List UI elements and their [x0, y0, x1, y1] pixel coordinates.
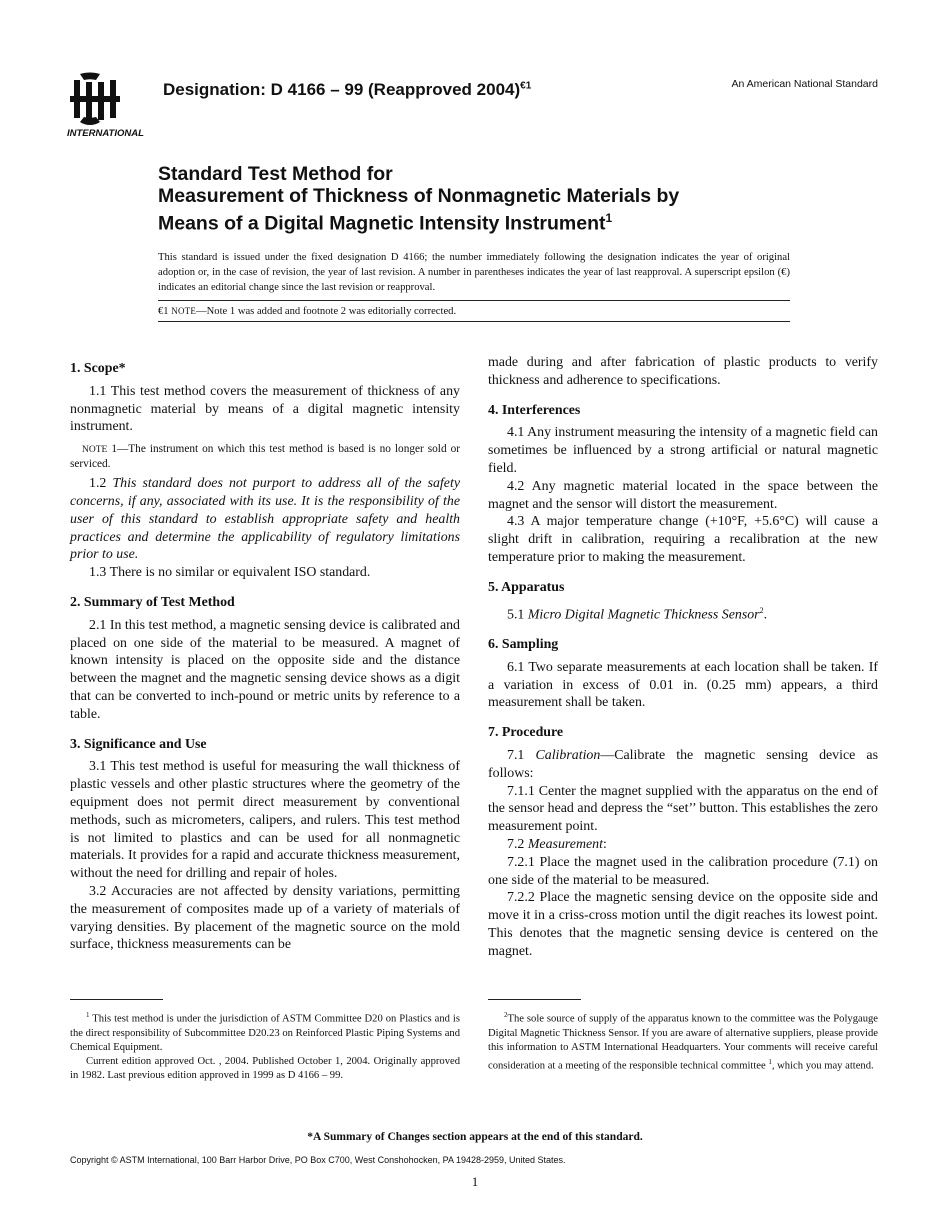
footnote-divider [488, 999, 581, 1000]
paragraph: 1.2 This standard does not purport to address all of the safety concerns, if any, associated with its use. It is the responsibility of the user of this standard to establish appropriate safety and health practices and determine the applicability of regulatory limitations prior to use. [70, 476, 460, 563]
paragraph: 7.1.1 Center the magnet supplied with the apparatus on the end of the sensor head and depress the “set’’ button. This establishes the zero measurement point. [488, 783, 878, 835]
astm-logo [66, 70, 152, 140]
title-line-1: Standard Test Method for [158, 163, 393, 185]
divider [158, 300, 790, 301]
designation-text: Designation: D 4166 – 99 (Reapproved 2004) [163, 80, 521, 99]
note-1: NOTE 1—The instrument on which this test method is based is no longer sold or serviced. [70, 443, 460, 471]
paragraph: 4.3 A major temperature change (+10°F, +5.6°C) will cause a slight drift in calibration, requiring a recalibration at the new temperature prior to making the measurement. [488, 514, 878, 565]
paragraph: 4.1 Any instrument measuring the intensity of a magnetic field can sometimes be influenced by a strong artificial or natural magnetic field. [488, 425, 878, 476]
summary-of-changes-note: *A Summary of Changes section appears at the end of this standard. [307, 1131, 643, 1143]
footnote-2: $^2$The sole source of supply of the apparatus known to the committee was the Polygauge Digital Magnetic Thickness Sensor. If you are aware of alternative suppliers, please provide this information to ASTM International Headquarters. Your comments will receive careful consideration at a meeting of the responsible technical committee $^1$, which you may attend. [488, 1011, 878, 1072]
paragraph: 3.2 Accuracies are not affected by density variations, permitting the measurement of composites made up of a variety of materials of varying densities. By placement of the magnetic source on the mold surface, thickness measurements can be [70, 883, 460, 953]
paragraph: 7.2.1 Place the magnet used in the calibration procedure (7.1) on one side of the material to be measured. [488, 854, 878, 888]
section-heading: 5. Apparatus [488, 579, 565, 595]
footnote-edition: Current edition approved Oct. , 2004. Published October 1, 2004. Originally approved in 1982. Last previous edition approved in 1999 as D 4166 – 99. [70, 1055, 460, 1081]
logo-text: INTERNATIONAL [67, 128, 144, 139]
designation-epsilon: €1 [520, 80, 532, 92]
paragraph: 7.2.2 Place the magnetic sensing device on the opposite side and move it in a criss-cross motion until the digit reaches its lowest point. This denotes that the magnetic sensing device is centered on the magnet. [488, 890, 878, 959]
paragraph: 3.1 This test method is useful for measuring the wall thickness of plastic vessels and other plastic structures where the geometry of the equipment does not permit direct measurement by conventional methods, such as micrometers, calipers, and rulers. This test method is not limited to plastics and can be used for all nonmagnetic materials. It provides for a rapid and accurate thickness measurement, without the need for drilling and repair of holes. [70, 759, 460, 882]
paragraph: made during and after fabrication of plastic products to verify thickness and adherence to specifications. [488, 355, 878, 388]
page-number: 1 [471, 1174, 479, 1189]
section-heading: 1. Scope* [70, 361, 126, 376]
paragraph: 5.1 Micro Digital Magnetic Thickness Sensor$^2$. [507, 605, 768, 623]
section-heading: 3. Significance and Use [70, 736, 207, 752]
section-heading: 2. Summary of Test Method [70, 594, 235, 610]
national-standard-label: An American National Standard [731, 78, 878, 90]
title-line-3: Means of a Digital Magnetic Intensity Instrument$^1$ [158, 211, 613, 235]
section-heading: 6. Sampling [488, 636, 559, 652]
paragraph: 1.1 This test method covers the measurement of thickness of any nonmagnetic material by means of a digital magnetic intensity instrument. [70, 383, 460, 435]
footnote-divider [70, 999, 163, 1000]
section-heading: 4. Interferences [488, 402, 581, 418]
right-column [488, 354, 878, 961]
title-line-2: Measurement of Thickness of Nonmagnetic Materials by [158, 185, 680, 207]
left-column [70, 354, 460, 954]
title-footnote-ref: 1 [605, 211, 613, 225]
paragraph: 7.1 Calibration—Calibrate the magnetic sensing device as follows: [488, 747, 878, 781]
divider [158, 321, 790, 322]
document-title [158, 163, 858, 235]
paragraph: 2.1 In this test method, a magnetic sensing device is calibrated and placed on one side of the material to be measured. A magnet of known intensity is placed on the opposite side and the distance between the magnet and the magnetic sensing device shows as a digit that can be converted to inch-pound or metric units by reference to a table. [70, 617, 460, 722]
footnote-1: $^1$ This test method is under the jurisdiction of ASTM Committee D20 on Plastics and is the direct responsibility of Subcommittee D20.23 on Reinforced Plastic Piping Systems and Chemical Equipment. Current edition approved Oct. , 2004. Published October 1, 2004. Originally approved in 1982. Last previous edition approved in 1999 as D 4166 – 99. [70, 1011, 460, 1081]
paragraph: 7.2 Measurement: [507, 836, 607, 852]
section-heading: 7. Procedure [488, 725, 564, 741]
paragraph: 4.2 Any magnetic material located in the space between the magnet and the sensor will distort the measurement. [488, 478, 878, 512]
paragraph: 6.1 Two separate measurements at each location shall be taken. If a variation in excess of 0.01 in. (0.25 mm) appears, a third measurement shall be taken. [488, 659, 878, 711]
copyright: Copyright © ASTM International, 100 Barr Harbor Drive, PO Box C700, West Conshohocken, PA 19428-2959, United States. [70, 1155, 566, 1165]
paragraph: 1.3 There is no similar or equivalent ISO standard. [89, 565, 371, 581]
designation [163, 80, 531, 100]
issuance-statement: This standard is issued under the fixed designation D 4166; the number immediately following the designation indicates the year of original adoption or, in the case of revision, the year of last revision. A number in parentheses indicates the year of last reapproval. A superscript epsilon (€) indicates an editorial change since the last revision or reapproval. [158, 252, 790, 293]
epsilon-note: €1 NOTE—Note 1 was added and footnote 2 was editorially corrected. [158, 306, 457, 317]
